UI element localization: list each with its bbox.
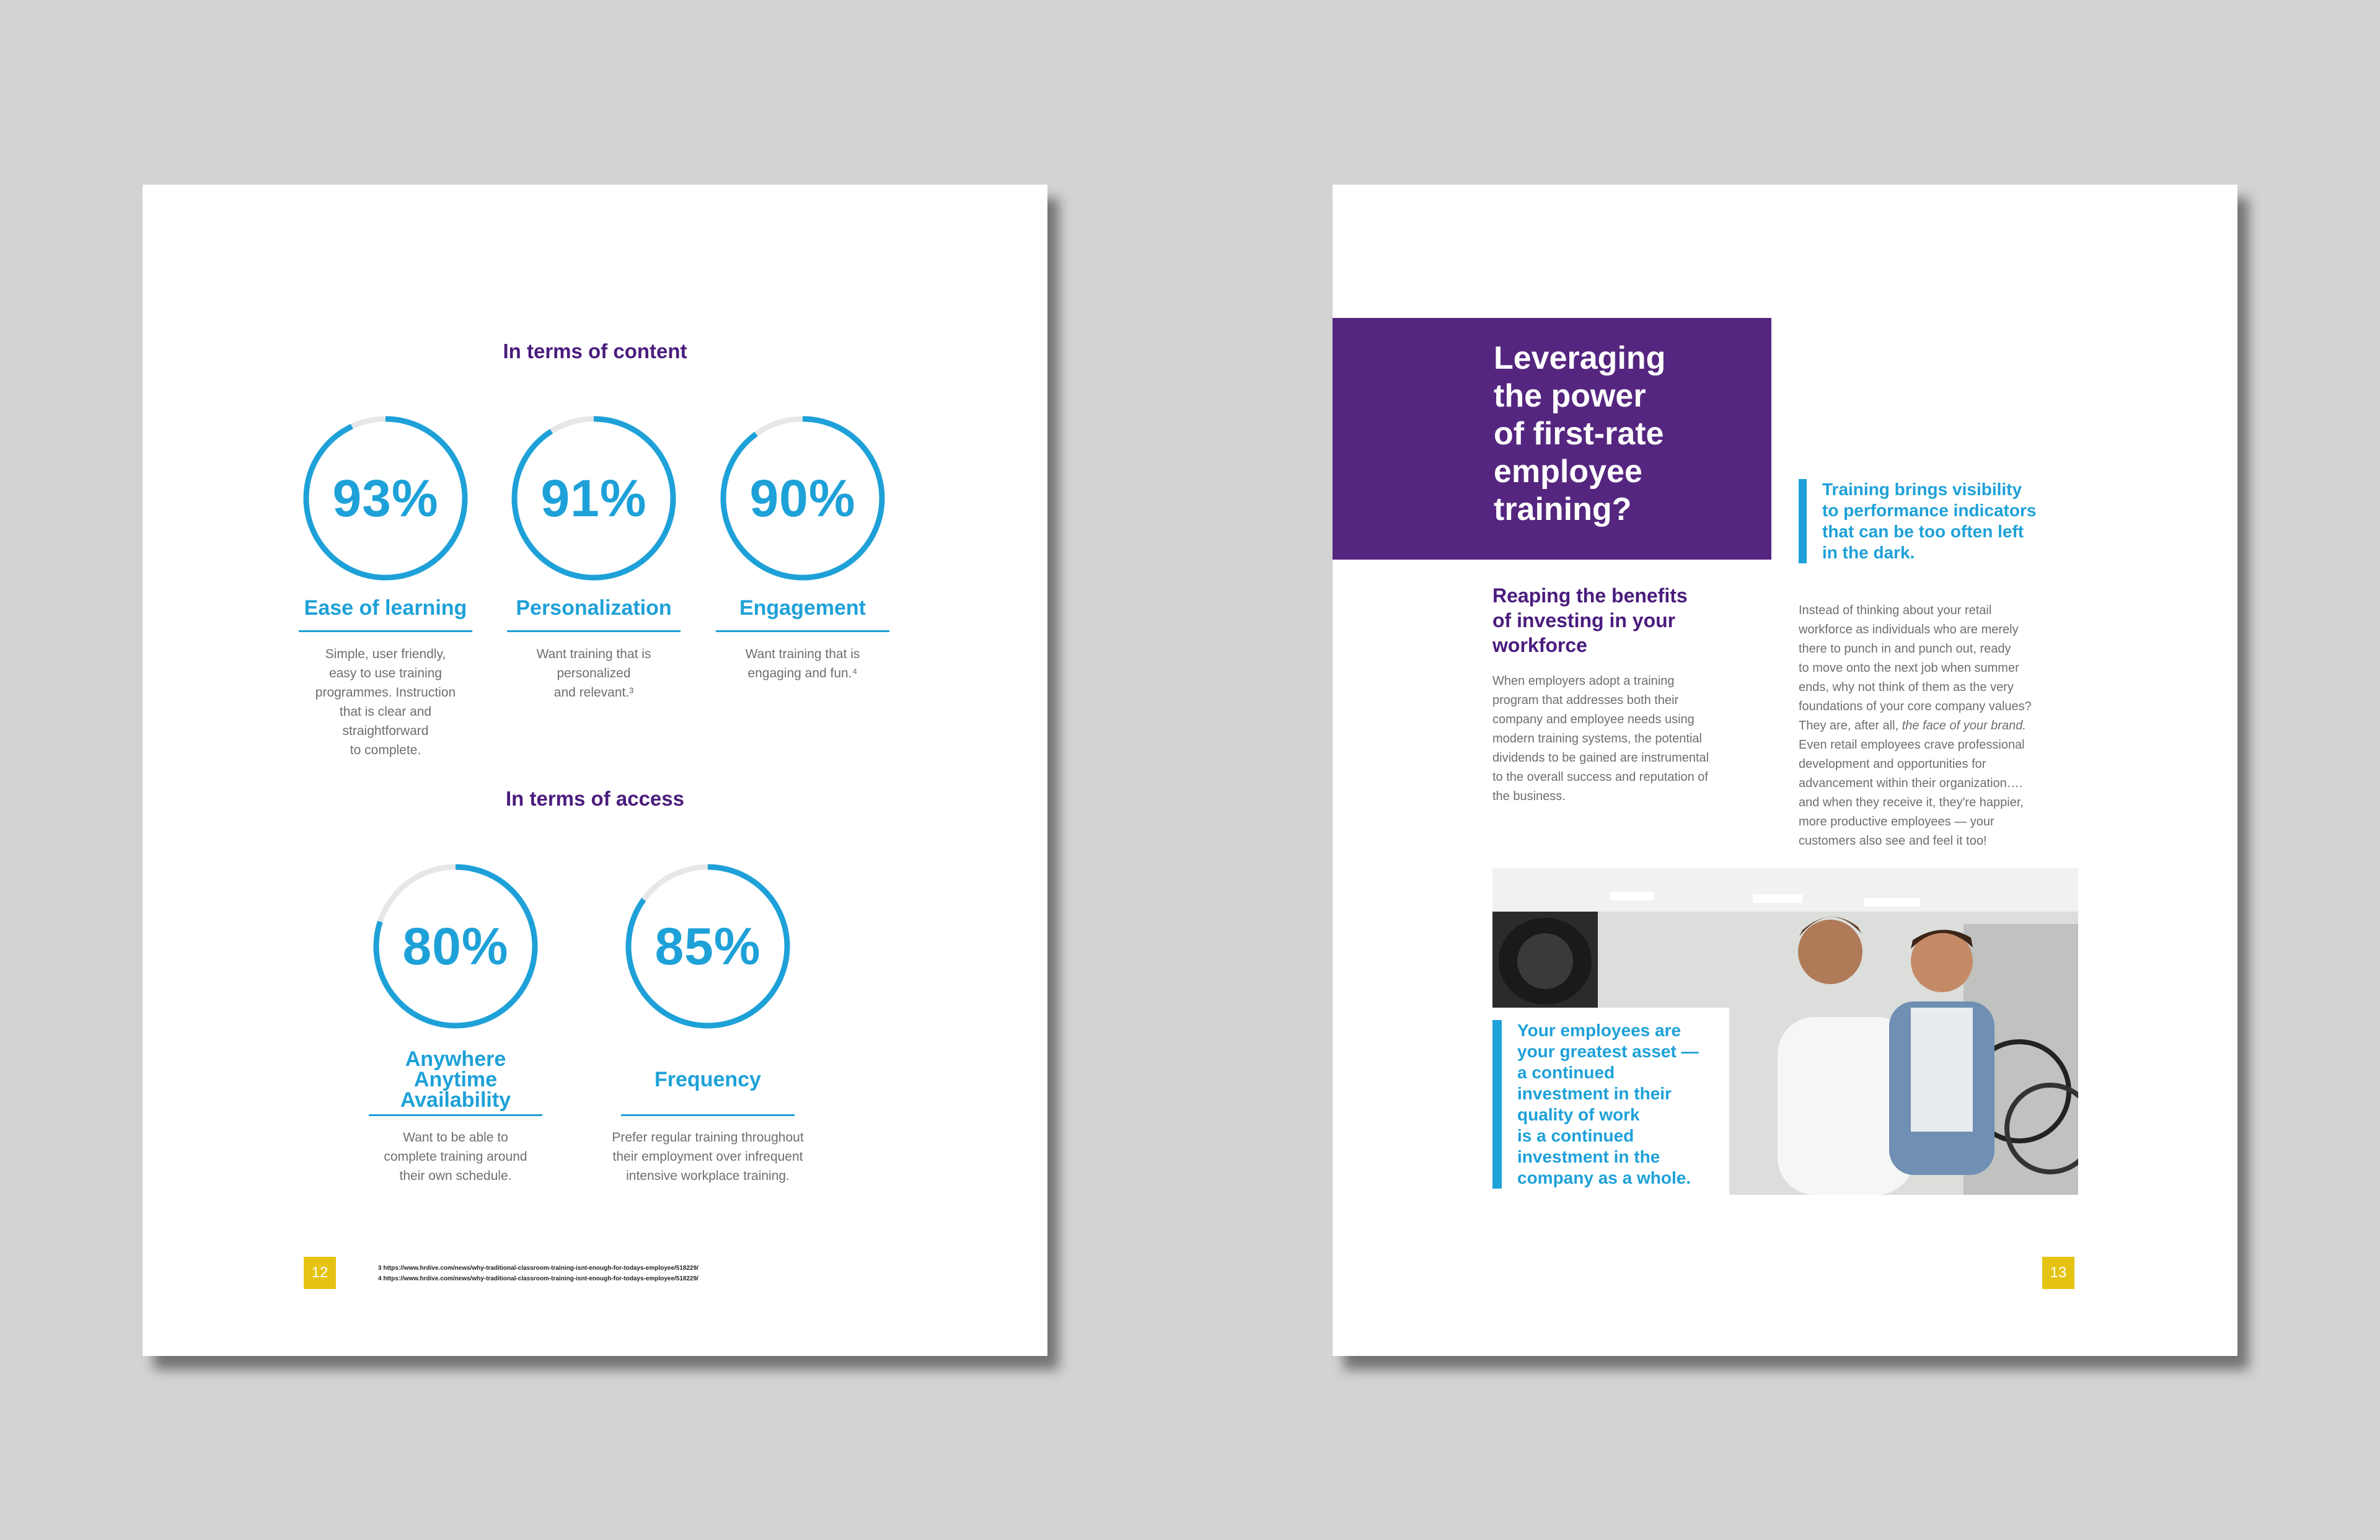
stat-value: 93%	[332, 469, 439, 527]
stat-divider	[621, 1114, 795, 1116]
progress-ring	[716, 412, 889, 584]
stat-label: Personalization	[516, 596, 672, 620]
access-heading: In terms of access	[506, 787, 684, 810]
stat-value: 80%	[402, 917, 509, 975]
left-body-text: When employers adopt a training program that addresses both their company and employee needs using modern training systems, the potential dividends to be gained are instrumental to the overall success and reputation of the business.	[1492, 674, 1709, 803]
stat-value: 85%	[654, 917, 761, 975]
stat-label: Anywhere Anytime Availability	[400, 1047, 511, 1112]
visibility-callout: Training brings visibility to performance indicators that can be too often left in the dark.	[1799, 479, 2095, 563]
stat-label: Ease of learning	[304, 596, 467, 620]
stat-divider	[369, 1114, 542, 1116]
page-title: Leveraging the power of first-rate employee training?	[1494, 340, 1666, 527]
stat-label: Frequency	[654, 1068, 761, 1091]
stat-label: Engagement	[739, 596, 866, 620]
stat-value: 90%	[749, 469, 856, 527]
page-number: 13	[2042, 1257, 2074, 1289]
progress-ring	[369, 860, 542, 1032]
footnote-3[interactable]: 3 https://www.hrdive.com/news/why-traditional-classroom-training-isnt-enough-for-todays-employee/518229/	[378, 1265, 699, 1272]
right-body-text: Instead of thinking about your retail workforce as individuals who are merely there to punch in and punch out, ready to move onto the next job when summer ends, why not think of them as the very foundations of your core company values? They are, after all, the face of your brand. Even retail employees crave professional development and opportunities for advancement within their organization…. and when they receive it, they're happier, more productive employees — your customers also see and feel it too!	[1799, 604, 2032, 848]
progress-ring	[508, 412, 680, 584]
stat-description: Want training that is engaging and fun.⁴	[745, 647, 860, 680]
title-block	[1333, 318, 1771, 560]
right-page	[1333, 185, 2237, 1356]
stat-description: Want training that is personalized and relevant.³	[536, 647, 651, 700]
left-page	[143, 185, 1047, 1356]
sub-heading: Reaping the benefits of investing in your workforce	[1492, 584, 1688, 656]
stat-description: Simple, user friendly, easy to use training programmes. Instruction that is clear and straightforward to complete.	[315, 647, 456, 757]
content-heading: In terms of content	[503, 340, 687, 363]
stat-divider	[507, 630, 681, 632]
progress-ring	[299, 412, 472, 584]
footnote-4[interactable]: 4 https://www.hrdive.com/news/why-traditional-classroom-training-isnt-enough-for-todays-employee/518229/	[378, 1275, 699, 1282]
asset-callout: Your employees are your greatest asset — a continued investment in their quality of work is a continued investment in the company as a whole.	[1492, 1020, 1734, 1189]
progress-ring	[622, 860, 794, 1032]
stat-divider	[716, 630, 889, 632]
stat-value: 91%	[540, 469, 647, 527]
stat-divider	[299, 630, 472, 632]
stat-description: Want to be able to complete training around their own schedule.	[384, 1130, 527, 1183]
page-number: 12	[304, 1257, 336, 1289]
footnotes	[378, 1263, 998, 1284]
stat-description: Prefer regular training throughout their employment over infrequent intensive workplace training.	[612, 1130, 804, 1183]
